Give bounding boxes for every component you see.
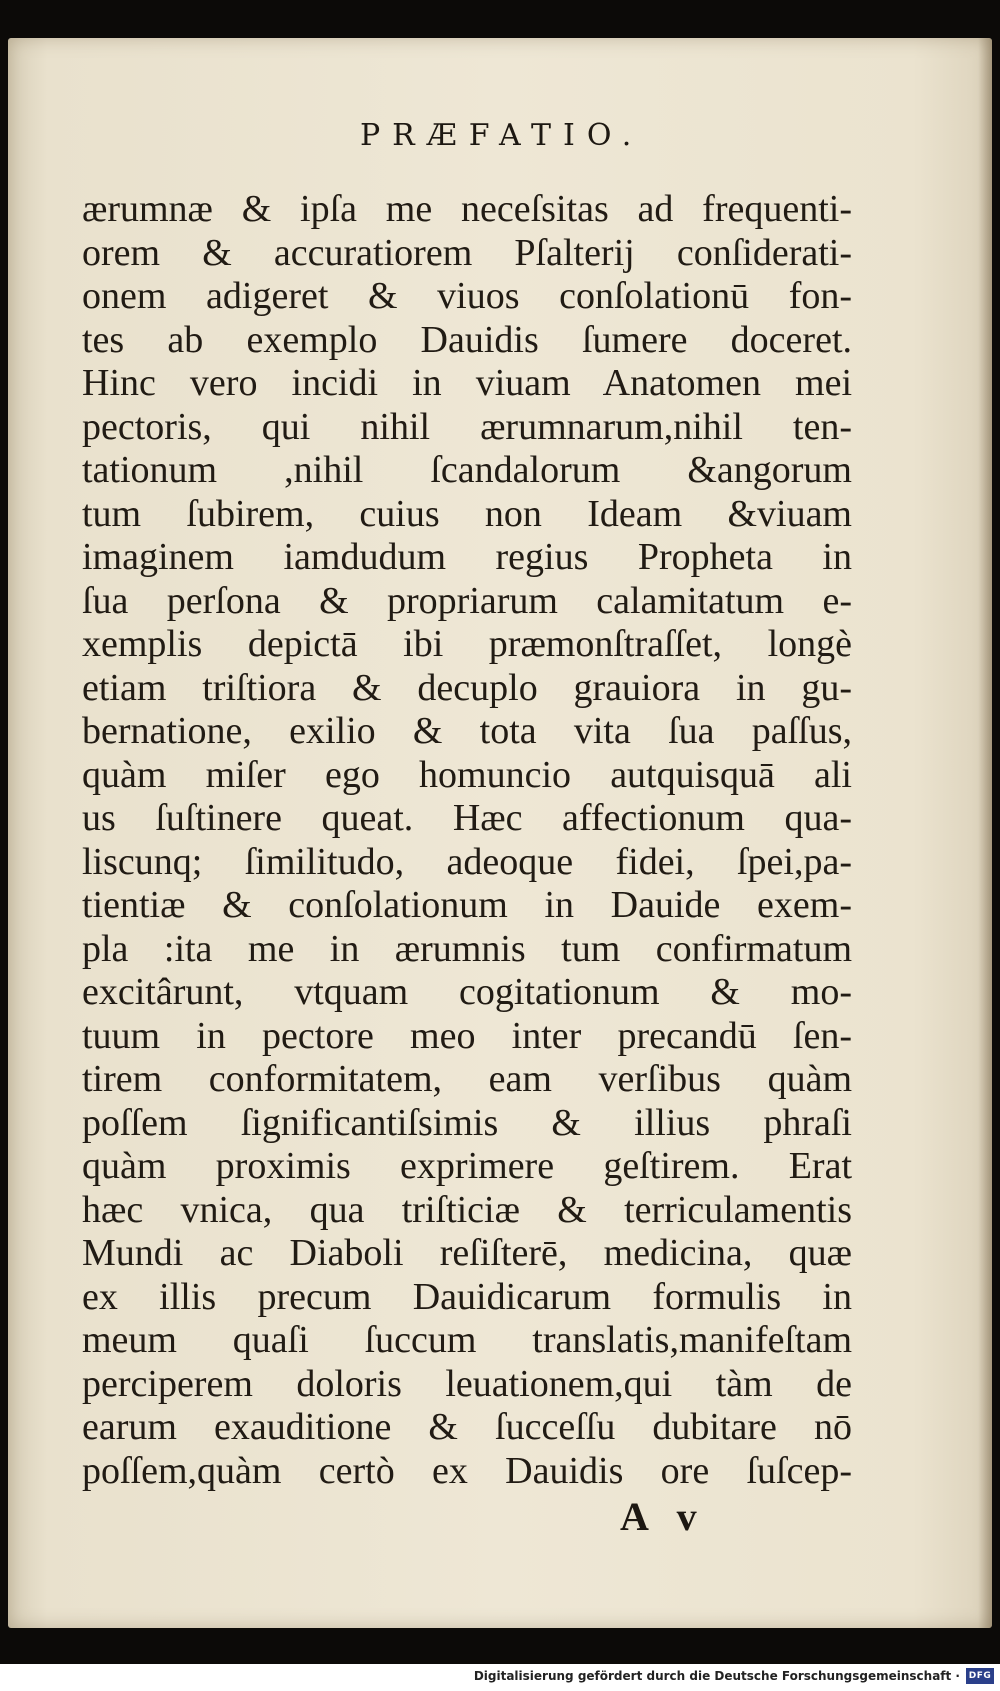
text-line: tientiæ & conſolationum in Dauide exem- [82,884,852,926]
text-line: tes ab exemplo Dauidis ſumere doceret. [82,318,852,361]
text-line: pectoris, qui nihil ærumnarum,nihil ten- [82,405,852,448]
text-line: ſua perſona & propriarum calamitatum e- [82,579,852,622]
text-line: us ſuſtinere queat. Hæc affectionum qua- [82,797,852,839]
page-edge-shadow [978,38,992,1628]
text-line: poſſem ſignificantiſsimis & illius phraſi [82,1101,852,1144]
book-page [8,38,992,1628]
text-line: orem & accuratiorem Pſalterij conſiderati- [82,231,852,274]
text-line: pla :ita me in ærumnis tum confirmatum [82,927,852,970]
text-line: excitârunt, vtquam cogitationum & mo- [82,971,852,1013]
text-line: perciperem doloris leuationem,qui tàm de [82,1362,852,1405]
text-line: Hinc vero incidi in viuam Anatomen mei [82,362,852,404]
running-head: PRÆFATIO. [360,118,644,153]
dfg-logo: DFG [966,1668,994,1684]
text-line: earum exauditione & ſucceſſu dubitare nō [82,1406,852,1448]
text-line: tuum in pectore meo inter precandū ſen- [82,1014,852,1057]
text-line: tum ſubirem, cuius non Ideam &viuam [82,492,852,535]
footer-bar [0,1664,1000,1691]
text-line: hæc vnica, qua triſticiæ & terriculamentis [82,1188,852,1231]
text-line: liscunq; ſimilitudo, adeoque fidei, ſpei,pa- [82,840,852,883]
body-text [82,188,852,1493]
text-line: imaginem iamdudum regius Propheta in [82,536,852,578]
funding-credit: Digitalisierung gefördert durch die Deutsche Forschungsgemeinschaft · [473,1669,960,1683]
text-line: tirem conformitatem, eam verſibus quàm [82,1058,852,1100]
signature-mark: A v [620,1494,707,1539]
text-line: xemplis depictā ibi præmonſtraſſet, longè [82,623,852,665]
text-line: etiam triſtiora & decuplo grauiora in gu- [82,666,852,709]
text-line: quàm miſer ego homuncio autquisquā ali [82,753,852,796]
text-line: ærumnæ & ipſa me neceſsitas ad frequenti- [82,188,852,230]
text-line: Mundi ac Diaboli reſiſterē, medicina, quæ [82,1232,852,1274]
text-line: ex illis precum Dauidicarum formulis in [82,1275,852,1318]
text-line: bernatione, exilio & tota vita ſua paſſus, [82,710,852,752]
text-line: meum quaſi ſuccum translatis,manifeſtam [82,1319,852,1361]
text-line: onem adigeret & viuos conſolationū fon- [82,275,852,317]
text-line: tationum ,nihil ſcandalorum &angorum [82,449,852,491]
text-line: quàm proximis exprimere geſtirem. Erat [82,1145,852,1187]
text-line: poſſem,quàm certò ex Dauidis ore ſuſcep- [82,1449,852,1492]
